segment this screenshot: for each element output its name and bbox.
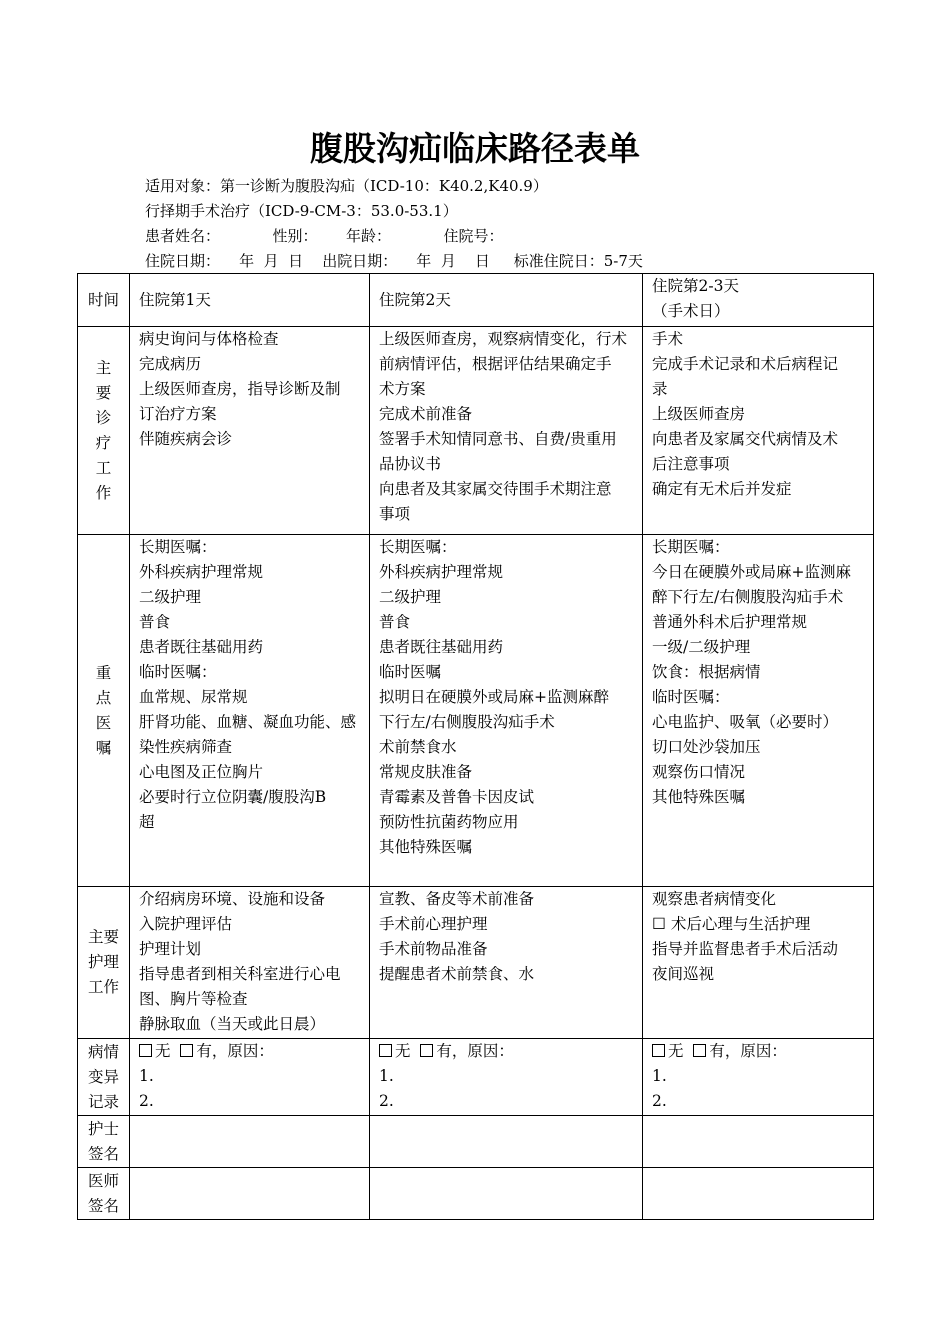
- header-day2: 住院第2天: [370, 274, 643, 327]
- diagnosis-day2: 上级医师查房，观察病情变化，行术 前病情评估，根据评估结果确定手 术方案 完成术前准备 签署手术知情同意书、自费/贵重用 品协议书 向患者及其家属交待围手术期注意 事项: [370, 327, 643, 535]
- nurse-signature-day3[interactable]: [643, 1116, 874, 1168]
- clinical-pathway-table: [77, 273, 874, 1220]
- row-diagnosis-work: [78, 327, 874, 535]
- row-nurse-signature: [78, 1116, 874, 1168]
- label-doctor-signature: 医师 签名: [78, 1168, 130, 1220]
- doctor-signature-day2[interactable]: [370, 1168, 643, 1220]
- checkbox-yes[interactable]: [420, 1044, 433, 1057]
- nurse-signature-day2[interactable]: [370, 1116, 643, 1168]
- table-header-row: [78, 274, 874, 327]
- nursing-day3: 观察患者病情变化 ☐ 术后心理与生活护理 指导并监督患者手术后活动 夜间巡视: [643, 887, 874, 1039]
- orders-day2: 长期医嘱： 外科疾病护理常规 二级护理 普食 患者既往基础用药 临时医嘱 拟明日在硬膜外或局麻+监测麻醉 下行左/右侧腹股沟疝手术 术前禁食水 常规皮肤准备 青霉素及普鲁卡因皮试 预防性抗菌药物应用 其他特殊医嘱: [370, 535, 643, 887]
- meta-procedure: 行择期手术治疗（ICD-9-CM-3：53.0-53.1）: [145, 202, 458, 220]
- orders-day3: 长期医嘱： 今日在硬膜外或局麻+监测麻 醉下行左/右侧腹股沟疝手术 普通外科术后护理常规 一级/二级护理 饮食：根据病情 临时医嘱： 心电监护、吸氧（必要时） 切口处沙袋加压 观察伤口情况 其他特殊医嘱: [643, 535, 874, 887]
- checkbox-yes[interactable]: [693, 1044, 706, 1057]
- doctor-signature-day1[interactable]: [130, 1168, 370, 1220]
- checkbox-yes[interactable]: [180, 1044, 193, 1057]
- page-title: 腹股沟疝临床路径表单: [310, 129, 640, 168]
- label-nurse-signature: 护士 签名: [78, 1116, 130, 1168]
- header-day3: 住院第2-3天 （手术日）: [643, 274, 874, 327]
- nurse-signature-day1[interactable]: [130, 1116, 370, 1168]
- label-diagnosis-work: 主 要 诊 疗 工 作: [78, 327, 130, 535]
- row-variation-record: [78, 1039, 874, 1116]
- row-nursing-work: [78, 887, 874, 1039]
- variation-day1: 无 有，原因： 1. 2.: [130, 1039, 370, 1116]
- checkbox-no[interactable]: [379, 1044, 392, 1057]
- row-key-orders: [78, 535, 874, 887]
- orders-day1: 长期医嘱： 外科疾病护理常规 二级护理 普食 患者既往基础用药 临时医嘱： 血常规、尿常规 肝肾功能、血糖、凝血功能、感 染性疾病筛查 心电图及正位胸片 必要时行立位阴囊/腹股沟B 超: [130, 535, 370, 887]
- header-time: 时间: [78, 274, 130, 327]
- checkbox-no[interactable]: [652, 1044, 665, 1057]
- label-nursing-work: 主要 护理 工作: [78, 887, 130, 1039]
- nursing-day2: 宣教、备皮等术前准备 手术前心理护理 手术前物品准备 提醒患者术前禁食、水: [370, 887, 643, 1039]
- meta-applicable-target: 适用对象：第一诊断为腹股沟疝（ICD-10：K40.2,K40.9）: [145, 177, 548, 195]
- row-doctor-signature: [78, 1168, 874, 1220]
- nursing-day1: 介绍病房环境、设施和设备 入院护理评估 护理计划 指导患者到相关科室进行心电 图、胸片等检查 静脉取血（当天或此日晨）: [130, 887, 370, 1039]
- variation-day3: 无 有，原因： 1. 2.: [643, 1039, 874, 1116]
- doctor-signature-day3[interactable]: [643, 1168, 874, 1220]
- variation-day2: 无 有，原因： 1. 2.: [370, 1039, 643, 1116]
- label-variation-record: 病情 变异 记录: [78, 1039, 130, 1116]
- label-key-orders: 重 点 医 嘱: [78, 535, 130, 887]
- checkbox-no[interactable]: [139, 1044, 152, 1057]
- meta-dates: 住院日期： 年 月 日 出院日期： 年 月 日 标准住院日：5-7天: [145, 252, 643, 270]
- header-day1: 住院第1天: [130, 274, 370, 327]
- diagnosis-day3: 手术 完成手术记录和术后病程记 录 上级医师查房 向患者及家属交代病情及术 后注意事项 确定有无术后并发症: [643, 327, 874, 535]
- meta-patient-info: 患者姓名： 性别： 年龄： 住院号：: [145, 227, 504, 245]
- diagnosis-day1: 病史询问与体格检查 完成病历 上级医师查房，指导诊断及制 订治疗方案 伴随疾病会诊: [130, 327, 370, 535]
